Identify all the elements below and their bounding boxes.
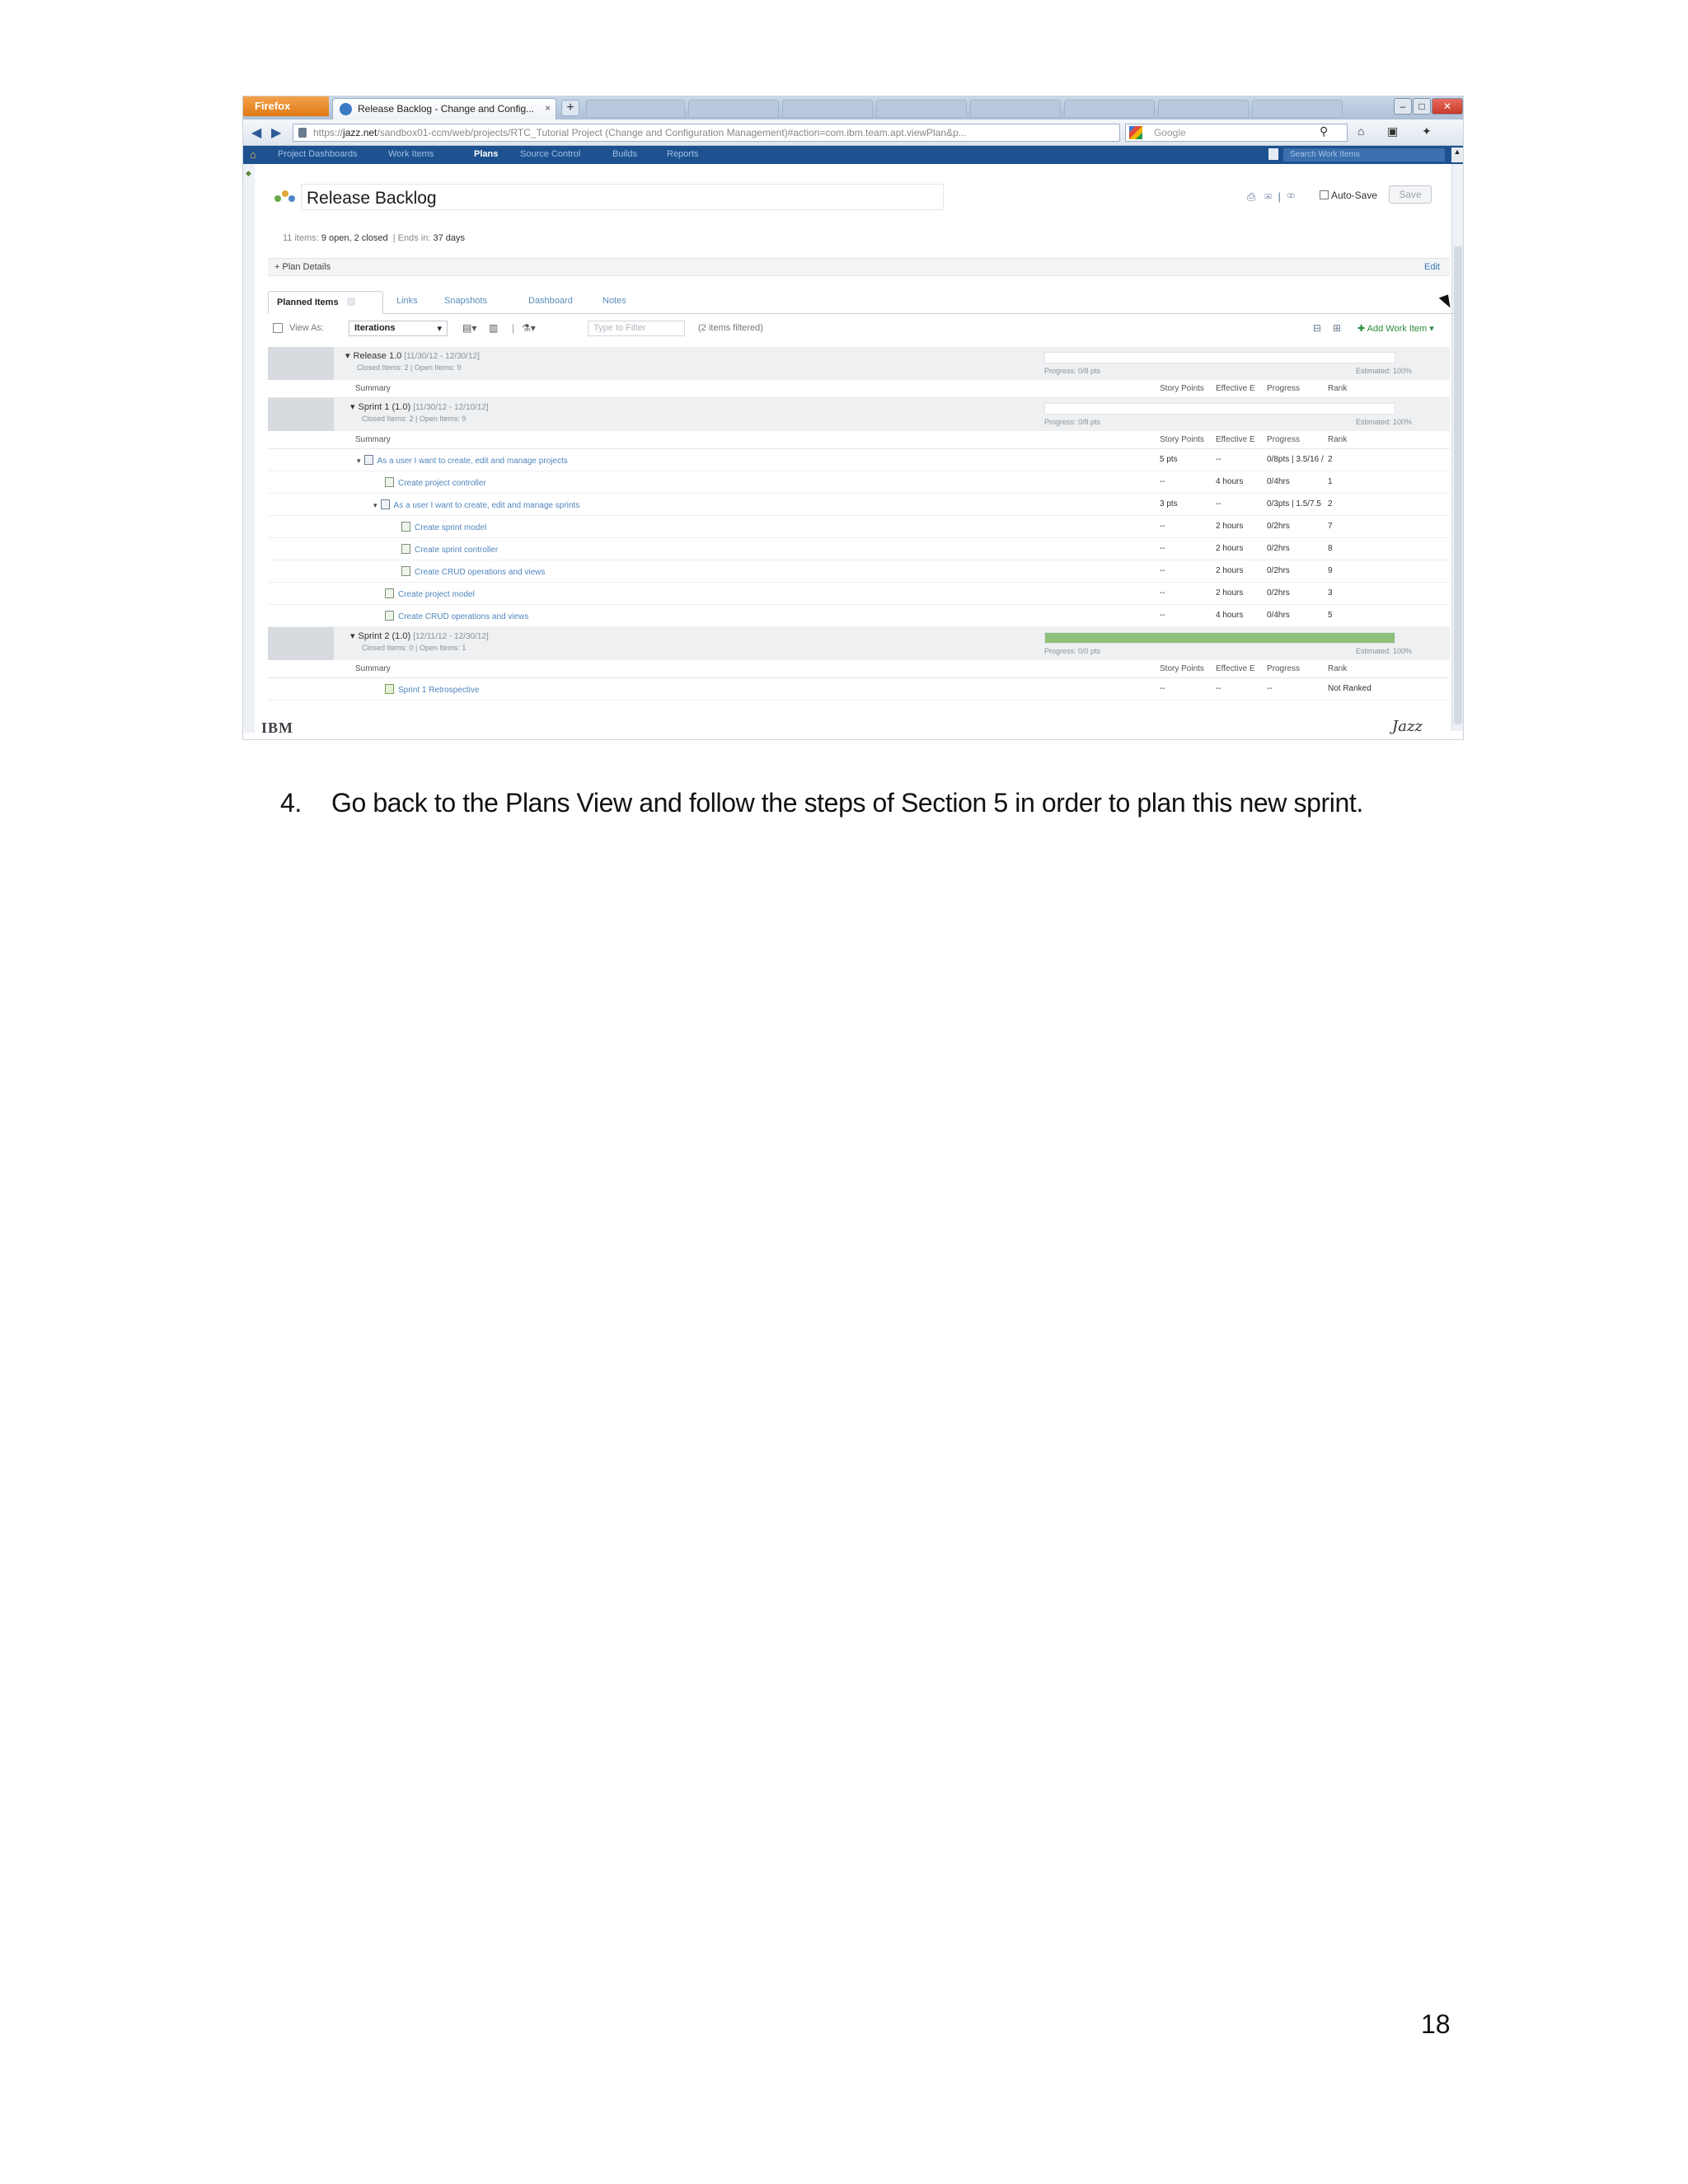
bookmarks-icon[interactable]: ▣	[1387, 124, 1399, 138]
iteration-title: Sprint 1 (1.0)	[358, 402, 411, 412]
expand-all-icon[interactable]: ⊞	[1333, 322, 1342, 334]
estimated-label: Estimated: 100%	[1356, 418, 1413, 426]
browser-tab-background[interactable]	[876, 100, 967, 118]
iteration-progress-bar	[1044, 403, 1395, 415]
collapse-triangle-icon[interactable]: ▾	[350, 402, 355, 412]
step-number: 4.	[280, 788, 302, 818]
column-header-story-points[interactable]: Story Points	[1160, 664, 1204, 673]
plan-tabs	[268, 289, 1455, 314]
story-points-value: --	[1160, 611, 1165, 620]
work-item-summary[interactable]	[385, 684, 479, 695]
story-icon	[381, 499, 390, 509]
forward-arrow-icon[interactable]: ▶	[271, 126, 282, 140]
plan-title[interactable]: Release Backlog	[301, 184, 944, 210]
effective-estimate-value: --	[1216, 499, 1221, 509]
autosave-checkbox[interactable]	[1320, 190, 1329, 199]
effective-estimate-value: 2 hours	[1216, 566, 1244, 575]
rank-value: 9	[1328, 566, 1333, 575]
progress-value: 0/2hrs	[1267, 522, 1290, 531]
column-header-story-points[interactable]: Story Points	[1160, 435, 1204, 444]
url-host: jazz.net	[343, 127, 377, 138]
browser-tab-title: Release Backlog - Change and Config...	[358, 103, 535, 115]
retrospective-icon	[385, 684, 394, 694]
step-text: Go back to the Plans View and follow the steps of Section 5 in order to plan this new sprint.	[331, 788, 1363, 818]
rank-value: 2	[1328, 499, 1333, 509]
browser-tab-background[interactable]	[586, 100, 685, 118]
task-icon	[401, 544, 410, 554]
rank-value: 8	[1328, 544, 1333, 553]
iteration-dates: [11/30/12 - 12/10/12]	[413, 403, 489, 412]
work-item-summary[interactable]	[401, 522, 486, 532]
rank-value: 3	[1328, 588, 1333, 598]
column-header-effective-estimate[interactable]: Effective E	[1216, 435, 1255, 444]
work-item-summary[interactable]	[385, 588, 475, 599]
story-points-value: 5 pts	[1160, 455, 1178, 464]
story-points-value: 3 pts	[1160, 499, 1178, 509]
group-by-icon[interactable]: ▤▾	[462, 322, 477, 334]
task-icon	[385, 611, 394, 621]
chevron-down-icon: ▾	[437, 324, 442, 334]
collapse-triangle-icon[interactable]: ▾	[350, 631, 355, 641]
progress-value: --	[1267, 684, 1273, 693]
ends-label: Ends in:	[397, 233, 431, 243]
menu-source-control[interactable]: Source Control	[520, 149, 581, 159]
item-status-counts[interactable]: 9 open, 2 closed	[321, 233, 388, 243]
estimated-label: Estimated: 100%	[1356, 367, 1413, 375]
browser-search-box[interactable]	[1125, 124, 1348, 142]
iteration-title: Sprint 2 (1.0)	[358, 631, 411, 641]
rank-value: 2	[1328, 455, 1333, 464]
add-work-item-label: Add Work Item	[1367, 324, 1428, 334]
url-prefix: https://	[313, 127, 344, 138]
vertical-scrollbar[interactable]	[1451, 164, 1463, 731]
ibm-logo: IBM	[261, 719, 293, 736]
task-icon	[385, 477, 394, 487]
ends-value: 37 days	[433, 233, 465, 243]
row-gutter	[268, 347, 334, 380]
column-header-row	[268, 660, 1450, 678]
column-header-progress[interactable]: Progress	[1267, 664, 1301, 673]
column-header-rank[interactable]: Rank	[1328, 384, 1348, 393]
rank-value: 5	[1328, 611, 1333, 620]
jazz-app-bar	[243, 146, 1463, 164]
column-header-effective-estimate[interactable]: Effective E	[1216, 664, 1255, 673]
add-work-item-button[interactable]: ✚ Add Work Item ▾	[1357, 324, 1434, 334]
new-tab-button[interactable]: +	[561, 100, 579, 116]
filter-icon[interactable]: ⚗▾	[522, 322, 536, 334]
browser-title-bar	[243, 96, 1463, 120]
addons-icon[interactable]: ✦	[1422, 124, 1432, 138]
work-item-summary[interactable]	[385, 611, 528, 621]
iteration-name[interactable]	[350, 401, 489, 412]
column-header-row	[268, 431, 1450, 449]
effective-estimate-value: 2 hours	[1216, 588, 1244, 598]
browser-tab-active[interactable]	[332, 98, 556, 120]
row-gutter	[268, 398, 334, 431]
print-icon[interactable]: ⎙	[1247, 190, 1256, 203]
effective-estimate-value: --	[1216, 455, 1221, 464]
story-points-value: --	[1160, 684, 1165, 693]
work-item-row[interactable]	[268, 449, 1450, 471]
work-item-row[interactable]	[268, 583, 1450, 605]
plan-header-tools: ⎙ ✉ | ⚭	[1247, 190, 1296, 203]
progress-value: 0/4hrs	[1267, 477, 1290, 486]
plan-toolbar	[273, 321, 1451, 340]
story-points-value: --	[1160, 522, 1165, 531]
iteration-progress-bar	[1044, 632, 1395, 644]
lock-icon	[298, 128, 307, 138]
browser-nav-bar	[243, 120, 1463, 146]
work-item-title: Sprint 1 Retrospective	[398, 686, 480, 695]
work-item-summary[interactable]	[357, 455, 568, 466]
iteration-title: Release 1.0	[353, 351, 402, 361]
menu-reports[interactable]: Reports	[667, 149, 699, 159]
work-item-row[interactable]	[268, 605, 1450, 627]
work-item-summary[interactable]	[373, 499, 579, 510]
home-icon[interactable]: ⌂	[1357, 124, 1365, 138]
effective-estimate-value: --	[1216, 684, 1221, 693]
iteration-dates: [11/30/12 - 12/30/12]	[404, 352, 480, 361]
task-icon	[401, 522, 410, 532]
browser-tab-background[interactable]	[1064, 100, 1155, 118]
email-icon[interactable]: ✉	[1264, 190, 1273, 203]
progress-bar-fill	[1045, 633, 1395, 643]
address-bar[interactable]	[293, 124, 1120, 142]
column-header-progress[interactable]: Progress	[1267, 384, 1301, 393]
plan-icon	[274, 187, 296, 205]
scrollbar-thumb[interactable]	[1454, 246, 1462, 724]
column-header-summary[interactable]: Summary	[355, 664, 391, 673]
columns-icon[interactable]: ▥	[489, 322, 499, 334]
story-points-value: --	[1160, 477, 1165, 486]
progress-label: Progress: 0/0 pts	[1044, 647, 1101, 655]
iteration-counts: Closed Items: 0 | Open Items: 1	[362, 644, 467, 652]
effective-estimate-value: 4 hours	[1216, 477, 1244, 486]
column-header-summary[interactable]: Summary	[355, 435, 391, 444]
rank-value: 7	[1328, 522, 1333, 531]
work-item-row[interactable]	[268, 516, 1450, 538]
tab-menu-icon[interactable]	[347, 298, 355, 306]
work-item-row[interactable]	[268, 560, 1450, 583]
estimated-label: Estimated: 100%	[1356, 647, 1413, 655]
progress-value: 0/3pts | 1.5/7.5	[1267, 499, 1321, 509]
work-item-row[interactable]	[268, 678, 1450, 701]
link-icon[interactable]: ⚭	[1287, 190, 1296, 203]
url-path: /sandbox01-ccm/web/projects/RTC_Tutorial Project (Change and Configuration Management)#action=com.ibm.team.apt.viewPlan&p...	[377, 127, 967, 138]
select-all-checkbox[interactable]	[273, 323, 283, 333]
plan-details-toggle[interactable]: + Plan Details	[274, 262, 331, 272]
page-number: 18	[1421, 2009, 1451, 2039]
column-header-effective-estimate[interactable]: Effective E	[1216, 384, 1255, 393]
browser-tab-background[interactable]	[688, 100, 779, 118]
iteration-name[interactable]	[350, 630, 489, 641]
expand-triangle-icon[interactable]: ▾	[373, 501, 377, 509]
browser-tab-background[interactable]	[782, 100, 873, 118]
work-item-row[interactable]	[268, 494, 1450, 516]
work-item-row[interactable]	[268, 538, 1450, 560]
iteration-name[interactable]	[345, 350, 480, 361]
iteration-counts: Closed Items: 2 | Open Items: 9	[357, 363, 462, 372]
item-count: 11 items:	[283, 233, 319, 243]
progress-value: 0/2hrs	[1267, 566, 1290, 575]
menu-plans[interactable]: Plans	[474, 149, 499, 159]
task-icon	[385, 588, 394, 598]
work-item-title: As a user I want to create, edit and manage projects	[377, 457, 568, 466]
save-button[interactable]: Save	[1389, 185, 1432, 204]
effective-estimate-value: 2 hours	[1216, 522, 1244, 531]
search-engine-name: Google	[1154, 127, 1186, 138]
view-as-value: Iterations	[354, 323, 396, 333]
iteration-progress-bar	[1044, 352, 1395, 363]
work-item-title: As a user I want to create, edit and manage sprints	[393, 501, 580, 510]
row-gutter	[268, 627, 334, 660]
work-item-summary[interactable]	[401, 544, 498, 555]
view-as-select[interactable]	[349, 321, 448, 336]
story-points-value: --	[1160, 588, 1165, 598]
autosave-label: Auto-Save	[1331, 190, 1378, 201]
menu-work-items[interactable]: Work Items	[388, 149, 434, 159]
iteration-group-row[interactable]	[268, 627, 1450, 660]
iteration-dates: [12/11/12 - 12/30/12]	[413, 632, 489, 641]
work-item-title: Create project model	[398, 590, 475, 599]
filtered-count: (2 items filtered)	[698, 323, 763, 333]
expand-triangle-icon[interactable]: ▾	[357, 457, 361, 465]
firefox-menu-button[interactable]: Firefox	[243, 96, 329, 116]
column-header-row	[268, 380, 1450, 398]
tab-notes[interactable]: Notes	[603, 296, 626, 306]
browser-tab-background[interactable]	[1252, 100, 1343, 118]
jazz-favicon-icon	[340, 103, 352, 115]
autosave-toggle[interactable]	[1320, 190, 1377, 201]
work-item-type-icon[interactable]	[1268, 148, 1278, 160]
embedded-screenshot	[242, 96, 1464, 740]
work-item-title: Create sprint model	[415, 523, 487, 532]
toolbar-divider: |	[512, 322, 515, 334]
back-arrow-icon[interactable]: ◀	[251, 126, 262, 140]
work-item-title: Create CRUD operations and views	[415, 568, 546, 577]
progress-label: Progress: 0/8 pts	[1044, 367, 1101, 375]
progress-value: 0/4hrs	[1267, 611, 1290, 620]
task-icon	[401, 566, 410, 576]
plan-details-bar[interactable]	[268, 258, 1450, 276]
tab-snapshots[interactable]: Snapshots	[444, 296, 487, 306]
magnifier-icon[interactable]: ⚲	[1320, 124, 1329, 138]
work-item-summary[interactable]	[385, 477, 486, 488]
app-home-icon[interactable]: ⌂	[250, 148, 256, 161]
work-item-title: Create sprint controller	[415, 546, 499, 555]
column-header-progress[interactable]: Progress	[1267, 435, 1301, 444]
progress-value: 0/2hrs	[1267, 588, 1290, 598]
collapse-triangle-icon[interactable]: ▾	[345, 351, 350, 361]
collapse-all-icon[interactable]: ⊟	[1313, 322, 1322, 334]
left-panel-strip	[243, 164, 255, 733]
tab-dashboard[interactable]: Dashboard	[528, 296, 573, 306]
expand-panel-icon[interactable]: ◆	[246, 169, 251, 177]
story-points-value: --	[1160, 566, 1165, 575]
browser-tab-background[interactable]	[1158, 100, 1249, 118]
menu-builds[interactable]: Builds	[612, 149, 637, 159]
story-points-value: --	[1160, 544, 1165, 553]
filter-input[interactable]: Type to Filter	[588, 321, 685, 336]
tab-planned-items-label: Planned Items	[277, 298, 339, 307]
rank-value: 1	[1328, 477, 1333, 486]
iteration-counts: Closed Items: 2 | Open Items: 9	[362, 415, 467, 423]
work-item-title: Create project controller	[398, 479, 486, 488]
column-header-rank[interactable]: Rank	[1328, 435, 1348, 444]
tab-links[interactable]: Links	[396, 296, 418, 306]
jazz-logo: Jazz	[1392, 718, 1423, 735]
view-as-label: View As:	[289, 323, 324, 333]
plan-summary-line: 11 items: 9 open, 2 closed | Ends in: 37 days	[283, 233, 465, 243]
column-header-rank[interactable]: Rank	[1328, 664, 1348, 673]
column-header-story-points[interactable]: Story Points	[1160, 384, 1204, 393]
google-icon	[1129, 126, 1142, 139]
menu-project-dashboards[interactable]: Project Dashboards	[278, 149, 358, 159]
work-item-title: Create CRUD operations and views	[398, 612, 529, 621]
tab-planned-items[interactable]	[268, 291, 383, 314]
story-icon	[364, 455, 373, 465]
work-item-summary[interactable]	[401, 566, 545, 577]
scroll-up-arrow-icon[interactable]: ▲	[1451, 148, 1463, 162]
window-close-button[interactable]: ✕	[1432, 98, 1463, 115]
tab-close-icon[interactable]: ×	[544, 102, 551, 114]
iteration-group-row[interactable]	[268, 347, 1450, 380]
rank-value: Not Ranked	[1328, 684, 1372, 693]
progress-value: 0/8pts | 3.5/16 /	[1267, 455, 1324, 464]
browser-tab-background[interactable]	[970, 100, 1061, 118]
column-header-summary[interactable]: Summary	[355, 384, 391, 393]
plan-details-edit-link[interactable]: Edit	[1424, 262, 1440, 272]
progress-value: 0/2hrs	[1267, 544, 1290, 553]
progress-label: Progress: 0/8 pts	[1044, 418, 1101, 426]
iteration-group-row[interactable]	[268, 398, 1450, 431]
effective-estimate-value: 4 hours	[1216, 611, 1244, 620]
work-item-row[interactable]	[268, 471, 1450, 494]
window-maximize-button[interactable]: □	[1413, 98, 1431, 115]
window-minimize-button[interactable]: –	[1394, 98, 1412, 115]
work-item-search-input[interactable]: Search Work Items	[1283, 148, 1445, 162]
effective-estimate-value: 2 hours	[1216, 544, 1244, 553]
